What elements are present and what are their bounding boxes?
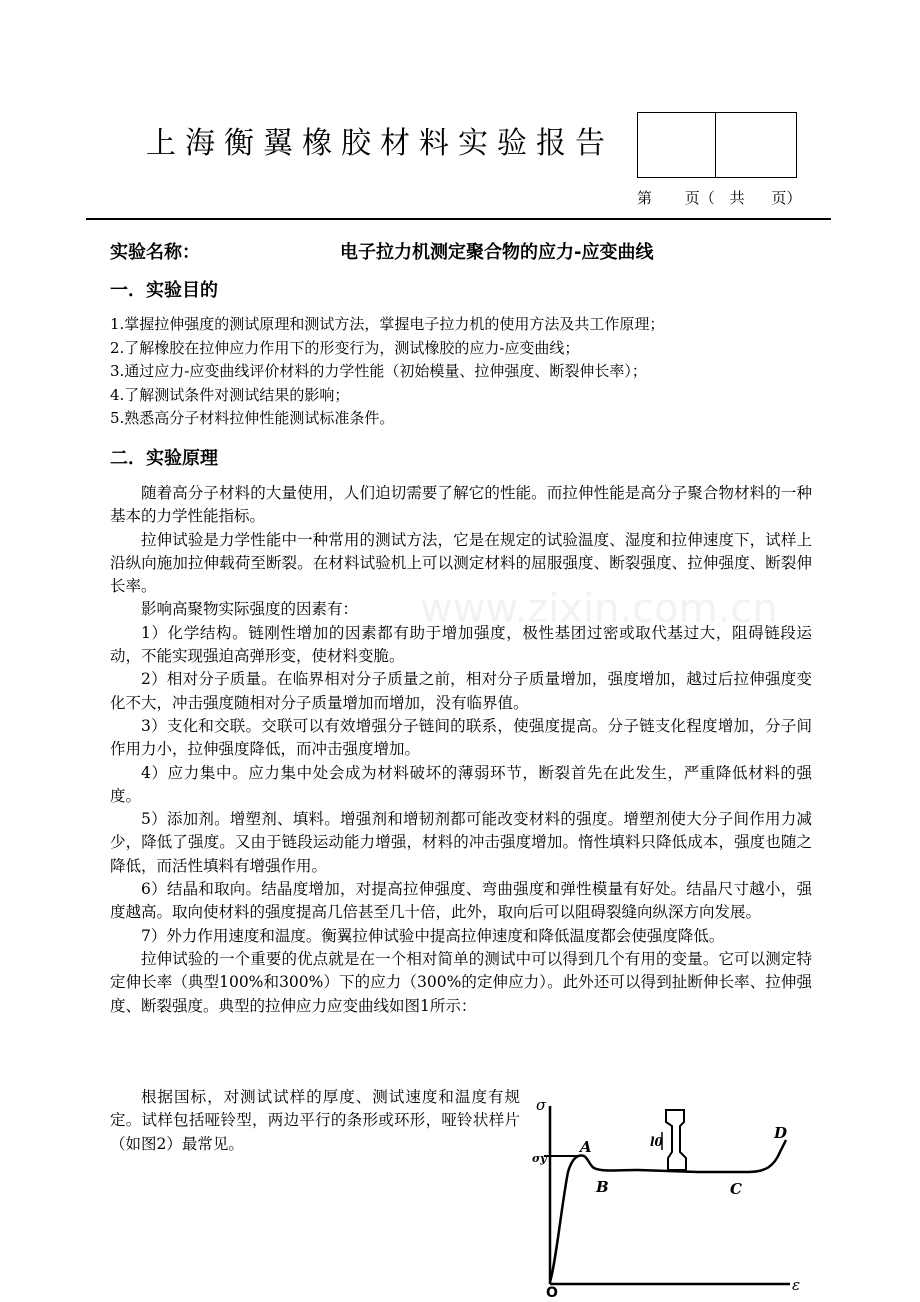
page-info-part: 页（ xyxy=(684,189,715,207)
paragraph: 拉伸试验的一个重要的优点就是在一个相对简单的测试中可以得到几个有用的变量。它可以测定特定伸长率（典型100%和300%）下的应力（300%的定伸应力）。此外还可以得到扯断伸长率、拉伸强度、断裂强度。典型的拉伸应力应变曲线如图1所示： xyxy=(110,949,812,1015)
list-item: 3.通过应力-应变曲线评价材料的力学性能（初始模量、拉伸强度、断裂伸长率）； xyxy=(110,362,647,380)
origin-label: O xyxy=(546,1285,558,1298)
paragraph: 拉伸试验是力学性能中一种常用的测试方法，它是在规定的试验温度、湿度和拉伸速度下，试样上沿纵向施加拉伸载荷至断裂。在材料试验机上可以测定材料的屈服强度、断裂强度、拉伸强度、断裂伸长率。 xyxy=(110,530,812,596)
list-item: 5.熟悉高分子材料拉伸性能测试标准条件。 xyxy=(110,409,395,427)
page-info-part: 共 xyxy=(729,189,745,207)
watermark: www.zixin.com.cn xyxy=(420,586,778,632)
page-info-part: 页） xyxy=(771,189,802,207)
point-label-b: B xyxy=(596,1178,609,1196)
principle-body xyxy=(110,482,812,1018)
list-item: 1.掌握拉伸强度的测试原理和测试方法，掌握电子拉力机的使用方法及共工作原理； xyxy=(110,315,665,333)
paragraph: 2）相对分子质量。在临界相对分子质量之前，相对分子质量增加，强度增加，越过后拉伸强度变化不大，冲击强度随相对分子质量增加而增加，没有临界值。 xyxy=(110,670,812,712)
page-number-boxes xyxy=(637,112,797,178)
list-item: 2.了解橡胶在拉伸应力作用下的形变行为，测试橡胶的应力-应变曲线； xyxy=(110,338,580,357)
report-title: 上海衡翼橡胶材料实验报告 xyxy=(146,126,614,161)
section-heading-purpose: 一．实验目的 xyxy=(110,280,218,301)
experiment-name: 电子拉力机测定聚合物的应力-应变曲线 xyxy=(340,242,654,263)
specimen-description: 根据国标，对测试试样的厚度、测试速度和温度有规定。试样包括哑铃型，两边平行的条形或环形，哑铃状样片（如图2）最常见。 xyxy=(110,1088,520,1153)
point-label-c: C xyxy=(730,1180,742,1198)
yield-stress-label: σy xyxy=(532,1152,547,1165)
purpose-list xyxy=(110,313,810,431)
paragraph: 4）应力集中。应力集中处会成为材料破坏的薄弱环节，断裂首先在此发生，严重降低材料的强度。 xyxy=(110,763,812,805)
y-axis-label: σ xyxy=(536,1096,547,1114)
gauge-length-label: l0 xyxy=(650,1135,663,1149)
page-info-part: 第 xyxy=(637,189,653,207)
header-rule xyxy=(86,218,831,220)
paragraph: 5）添加剂。增塑剂、填料。增强剂和增韧剂都可能改变材料的强度。增塑剂使大分子间作用力减少，降低了强度。又由于链段运动能力增强，材料的冲击强度增加。惰性填料只降低成本，强度也随之降低，而活性填料有增强作用。 xyxy=(110,810,812,875)
paragraph: 7）外力作用速度和温度。衡翼拉伸试验中提高拉伸速度和降低温度都会使强度降低。 xyxy=(141,926,725,945)
experiment-name-label: 实验名称： xyxy=(110,242,200,263)
box-divider xyxy=(715,113,716,177)
paragraph: 3）支化和交联。交联可以有效增强分子链间的联系，使强度提高。分子链支化程度增加，分子间作用力小，拉伸强度降低，而冲击强度增加。 xyxy=(110,716,812,759)
point-label-d: D xyxy=(774,1124,788,1142)
x-axis-label: ε xyxy=(792,1276,801,1294)
paragraph: 1）化学结构。链刚性增加的因素都有助于增加强度，极性基团过密或取代基过大，阻碍链段运动，不能实现强迫高弹形变，使材料变脆。 xyxy=(110,623,812,666)
paragraph: 随着高分子材料的大量使用，人们迫切需要了解它的性能。而拉伸性能是高分子聚合物材料的一种基本的力学性能指标。 xyxy=(110,484,812,526)
point-label-a: A xyxy=(580,1138,592,1156)
stress-strain-figure xyxy=(528,1092,810,1298)
specimen-sketch xyxy=(666,1110,686,1170)
paragraph: 6）结晶和取向。结晶度增加，对提高拉伸强度、弯曲强度和弹性模量有好处。结晶尺寸越小，强度越高。取向使材料的强度提高几倍甚至几十倍，此外，取向后可以阻碍裂缝向纵深方向发展。 xyxy=(110,880,812,922)
page-info xyxy=(637,187,807,208)
section-heading-principle: 二．实验原理 xyxy=(110,448,218,469)
list-item: 4.了解测试条件对测试结果的影响； xyxy=(110,385,350,404)
paragraph: 影响高聚物实际强度的因素有： xyxy=(141,600,359,619)
